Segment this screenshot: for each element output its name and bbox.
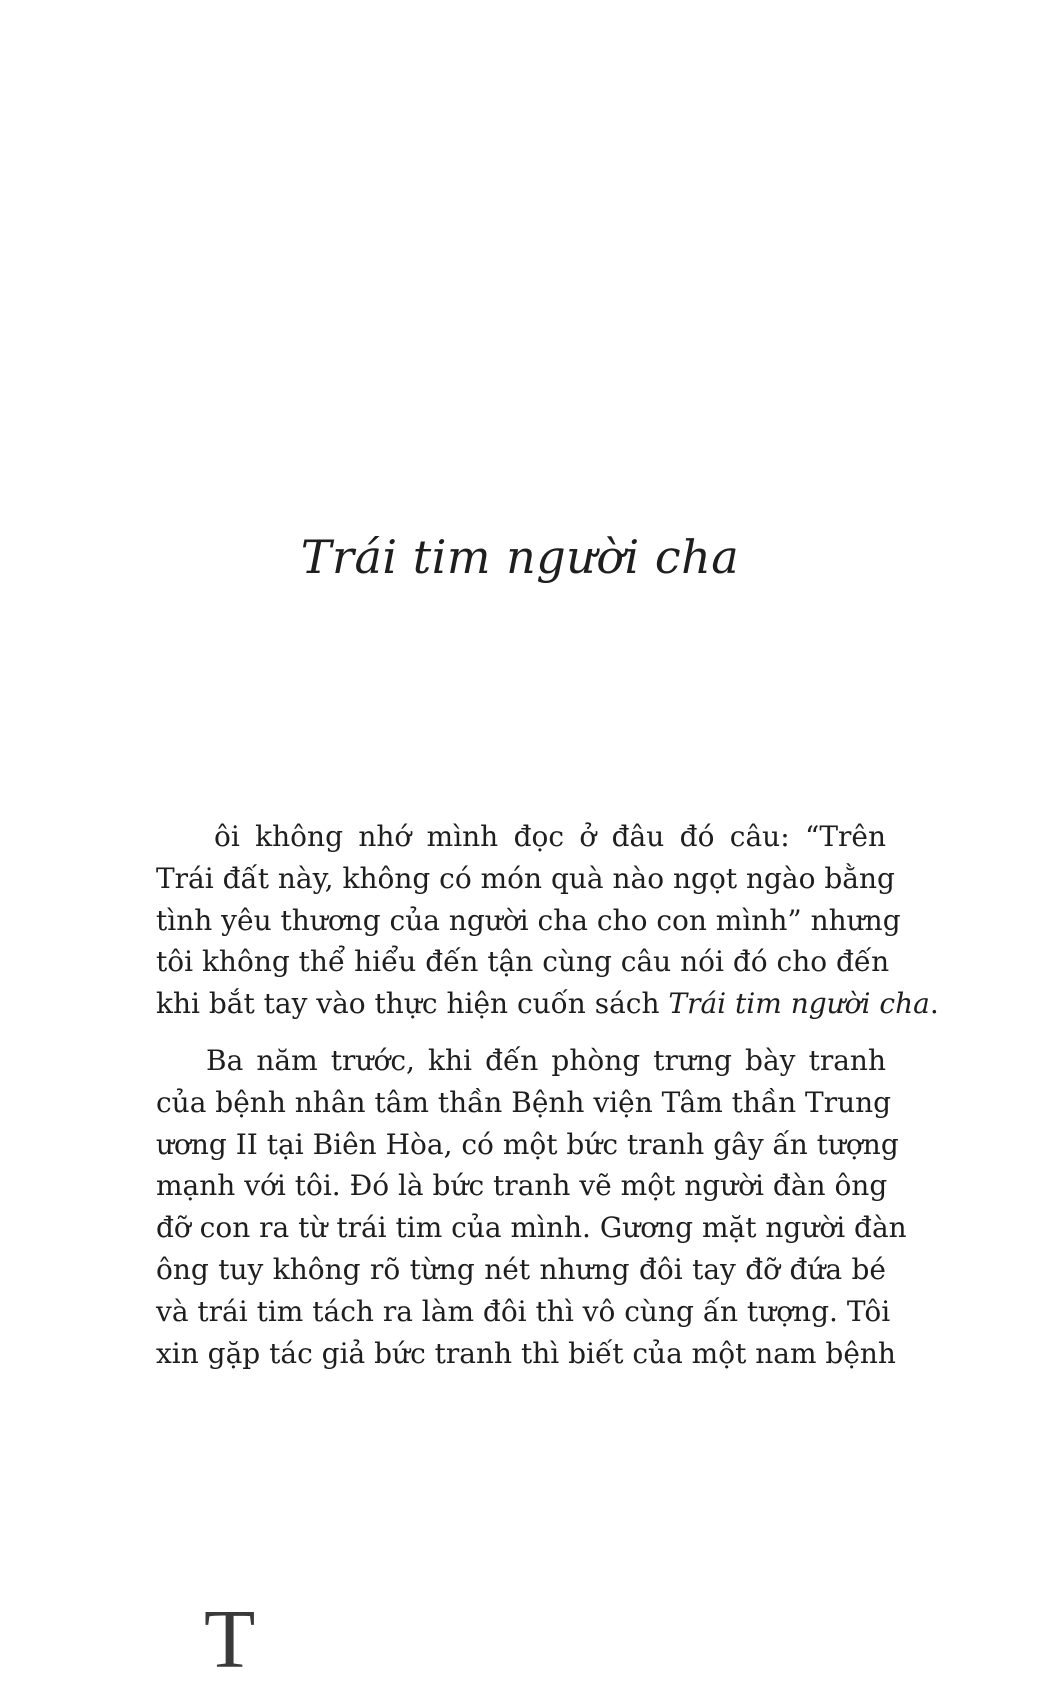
paragraph-2 — [156, 1040, 907, 1374]
line-5-end-text: . — [929, 987, 939, 1021]
paragraph-1-line-2: Trái đất này, không có món quà nào ngọt ngào bằng — [156, 861, 895, 895]
paragraph-2-line-8: xin gặp tác giả bức tranh thì biết của một nam bệnh — [156, 1336, 896, 1370]
paragraph-2-line-7: và trái tim tách ra làm đôi thì vô cùng ấn tượng. Tôi — [156, 1294, 891, 1328]
paragraph-1 — [156, 816, 939, 1025]
paragraph-2-line-5: đỡ con ra từ trái tim của mình. Gương mặt người đàn — [156, 1211, 907, 1245]
paragraph-1-line-5 — [156, 983, 939, 1025]
paragraph-1-line-1: ôi không nhớ mình đọc ở đâu đó câu: “Trên — [214, 820, 886, 853]
paragraph-2-line-6: ông tuy không rõ từng nét nhưng đôi tay đỡ đứa bé — [156, 1252, 886, 1286]
drop-cap-letter: T — [204, 1593, 256, 1686]
chapter-title: Trái tim người cha — [300, 530, 740, 584]
paragraph-1-line-4: tôi không thể hiểu đến tận cùng câu nói đó cho đến — [156, 945, 890, 979]
body-text — [156, 816, 939, 1686]
paragraph-2-line-1: Ba năm trước, khi đến phòng trưng bày tranh — [206, 1043, 886, 1077]
paragraph-2-line-3: ương II tại Biên Hòa, có một bức tranh gây ấn tượng — [156, 1127, 899, 1161]
paragraph-2-line-4: mạnh với tôi. Đó là bức tranh vẽ một người đàn ông — [156, 1169, 888, 1203]
line-5-start-text: khi bắt tay vào thực hiện cuốn sách — [156, 987, 669, 1021]
paragraph-1-line-3: tình yêu thương của người cha cho con mình” nhưng — [156, 903, 901, 937]
paragraph-2-line-2: của bệnh nhân tâm thần Bệnh viện Tâm thần Trung — [156, 1085, 892, 1119]
book-title-italic: Trái tim người cha — [668, 987, 930, 1021]
